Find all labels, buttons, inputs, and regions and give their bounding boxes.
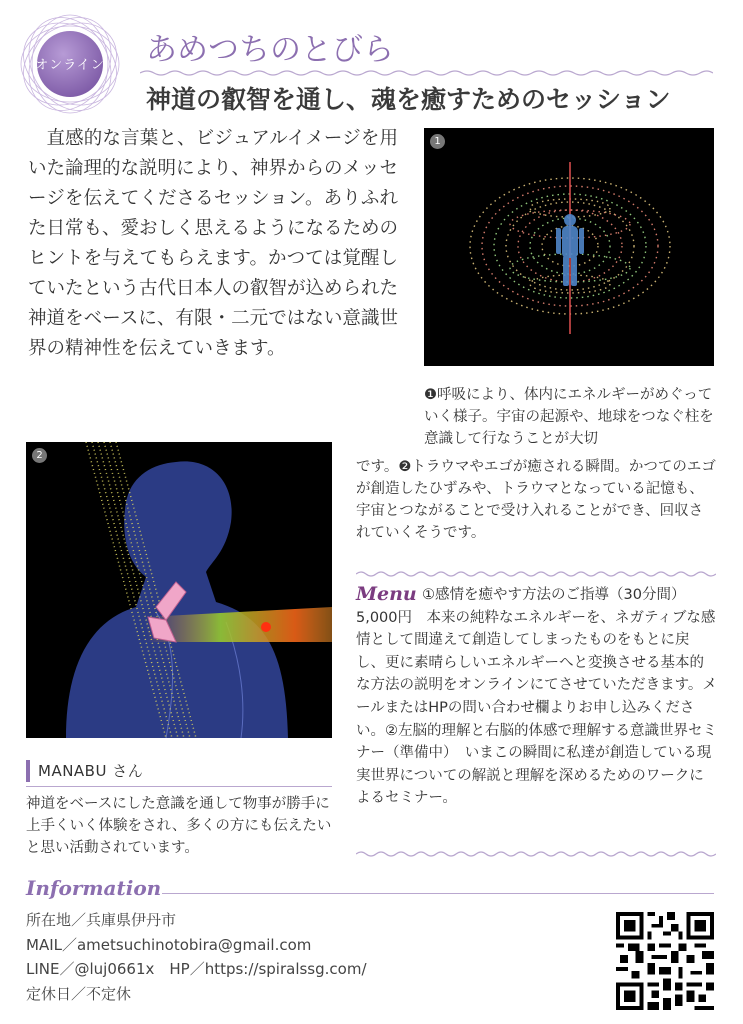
- menu-text: ①感情を癒やす方法のご指導（30分間）5,000円 本来の純粋なエネルギーを、ネガティブな感情として間違えて創造してしまったものをもとに戻し、更に素晴らしいエネルギーへと変換させる基本的な方法の説明をオンラインにてさせていただきます。メールまたはHPの問い合わせ欄よりお申し込みください。②左脳的理解と右脳的体感で理解する意識世界セミナー（準備中） いまこの瞬間に私達が創造している現実世界についての解説と理解を深めるためのワークによるセミナー。: [356, 587, 717, 807]
- information-label: Information: [26, 876, 162, 900]
- menu-bottom-divider: [356, 850, 716, 858]
- page-title: あめつちのとびら: [146, 32, 394, 68]
- photo-caption-part1: ❶呼吸により、体内にエネルギーがめぐっていく様子。宇宙の起源や、地球をつなぐ柱を意識して行なうことが大切: [424, 387, 714, 447]
- photo2-number: 2: [32, 448, 47, 463]
- profile-text: 神道をベースにした意識を通して物事が勝手に上手くいく体験をされ、多くの方にも伝えたいと思い活動されています。: [26, 796, 332, 856]
- photo-caption-part2: です。❷トラウマやエゴが癒される瞬間。かつてのエゴが創造したひずみや、トラウマとなっている記憶も、宇宙とつながることで受け入れることができ、回収されていくそうです。: [356, 459, 716, 541]
- title-divider: [140, 68, 713, 78]
- info-closed: 定休日／不定休: [26, 984, 132, 1003]
- information-divider: [162, 893, 714, 894]
- profile-accent-bar: [26, 760, 30, 782]
- information-list: [26, 908, 367, 1006]
- profile-divider: [26, 786, 332, 787]
- photo1-number: 1: [430, 134, 445, 149]
- info-line-hp[interactable]: LINE／@luj0661x HP／https://spiralssg.com/: [26, 960, 367, 978]
- menu-top-divider: [356, 570, 716, 578]
- qr-code-icon[interactable]: [616, 912, 714, 1010]
- profile-name: MANABU さん: [38, 762, 144, 780]
- energy-torus-photo: [424, 128, 714, 366]
- info-address: 所在地／兵庫県伊丹市: [26, 911, 177, 929]
- page-subtitle: 神道の叡智を通し、魂を癒すためのセッション: [146, 85, 671, 114]
- menu-label: Menu: [356, 583, 417, 605]
- intro-text: 直感的な言葉と、ビジュアルイメージを用いた論理的な説明により、神界からのメッセージを伝えてくださるセッション。ありふれた日常も、愛おしく思えるようになるためのヒントを与えてもらえます。かつては覚醒していたという古代日本人の叡智が込められた神道をベースに、有限・二元ではない意識世界の精神性を伝えていきます。: [28, 128, 399, 359]
- healing-figure-photo: [26, 442, 332, 738]
- info-mail[interactable]: MAIL／ametsuchinotobira@gmail.com: [26, 935, 312, 954]
- online-badge-label: オンライン: [35, 58, 105, 73]
